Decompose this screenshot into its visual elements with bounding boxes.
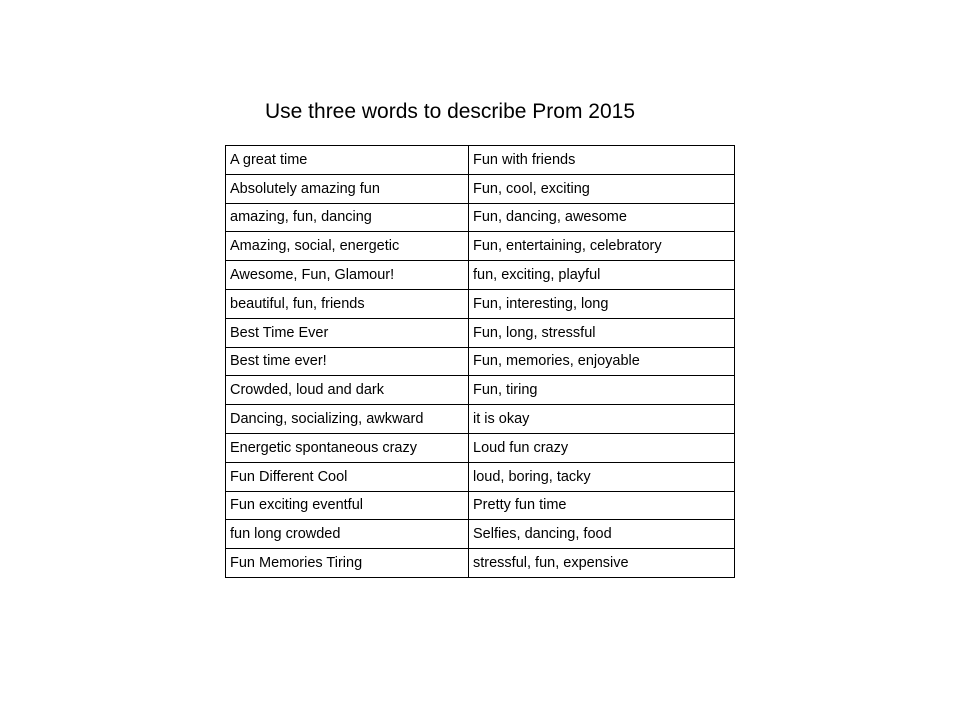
table-cell: Fun Memories Tiring — [226, 549, 469, 578]
table-cell: loud, boring, tacky — [469, 462, 735, 491]
table-row — [226, 405, 735, 434]
table-cell: fun long crowded — [226, 520, 469, 549]
table-cell: Best time ever! — [226, 347, 469, 376]
table-cell: amazing, fun, dancing — [226, 203, 469, 232]
table-row — [226, 376, 735, 405]
table-row — [226, 491, 735, 520]
table-row — [226, 347, 735, 376]
table-row — [226, 318, 735, 347]
table-cell: Dancing, socializing, awkward — [226, 405, 469, 434]
table-cell: Awesome, Fun, Glamour! — [226, 261, 469, 290]
table-row — [226, 261, 735, 290]
table-cell: Amazing, social, energetic — [226, 232, 469, 261]
table-row — [226, 520, 735, 549]
table-cell: Best Time Ever — [226, 318, 469, 347]
table-row — [226, 549, 735, 578]
slide-title: Use three words to describe Prom 2015 — [265, 100, 636, 123]
table-cell: Fun, entertaining, celebratory — [469, 232, 735, 261]
table-cell: Fun, memories, enjoyable — [469, 347, 735, 376]
table-cell: fun, exciting, playful — [469, 261, 735, 290]
table-cell: Pretty fun time — [469, 491, 735, 520]
table-cell: Fun, cool, exciting — [469, 174, 735, 203]
table-row — [226, 146, 735, 175]
table-cell: Selfies, dancing, food — [469, 520, 735, 549]
table-row — [226, 289, 735, 318]
table-cell: Fun, interesting, long — [469, 289, 735, 318]
table-cell: Fun with friends — [469, 146, 735, 175]
table-row — [226, 203, 735, 232]
table-cell: Crowded, loud and dark — [226, 376, 469, 405]
table-cell: Fun, tiring — [469, 376, 735, 405]
table-cell: stressful, fun, expensive — [469, 549, 735, 578]
table-cell: A great time — [226, 146, 469, 175]
table-cell: Fun Different Cool — [226, 462, 469, 491]
table-row — [226, 232, 735, 261]
table-cell: Loud fun crazy — [469, 433, 735, 462]
table-row — [226, 462, 735, 491]
table-cell: Energetic spontaneous crazy — [226, 433, 469, 462]
table-cell: Fun, dancing, awesome — [469, 203, 735, 232]
table-cell: Absolutely amazing fun — [226, 174, 469, 203]
table-cell: beautiful, fun, friends — [226, 289, 469, 318]
table-row — [226, 433, 735, 462]
table-cell: it is okay — [469, 405, 735, 434]
table-row — [226, 174, 735, 203]
table-cell: Fun exciting eventful — [226, 491, 469, 520]
table-cell: Fun, long, stressful — [469, 318, 735, 347]
responses-table-body — [226, 146, 735, 578]
responses-table — [225, 145, 735, 578]
